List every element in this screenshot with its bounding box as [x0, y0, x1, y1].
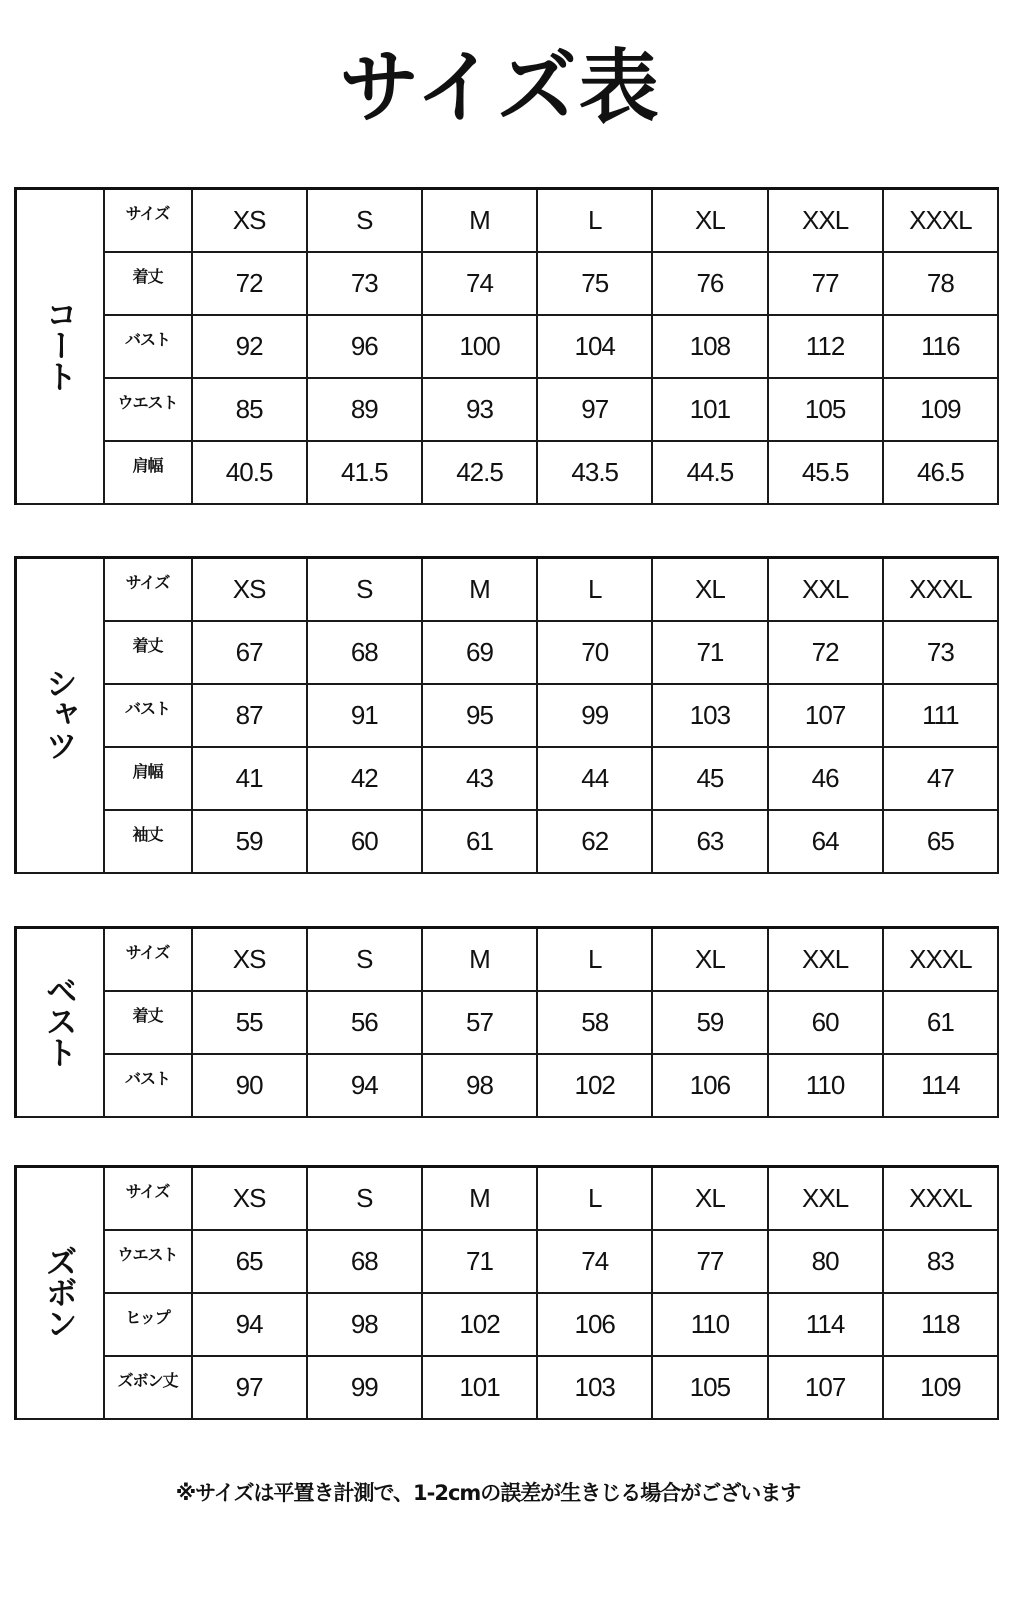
value-cell: 63: [652, 810, 767, 873]
value-cell: 47: [883, 747, 998, 810]
value-cell: 103: [652, 684, 767, 747]
value-cell: 65: [883, 810, 998, 873]
table-row: [16, 1293, 999, 1356]
value-cell: 99: [537, 684, 652, 747]
size-cell: M: [422, 558, 537, 622]
size-cell: M: [422, 189, 537, 253]
row-label: 袖丈: [104, 810, 192, 873]
value-cell: 97: [537, 378, 652, 441]
value-cell: 55: [192, 991, 307, 1054]
value-cell: 104: [537, 315, 652, 378]
value-cell: 106: [652, 1054, 767, 1117]
value-cell: 105: [768, 378, 883, 441]
value-cell: 94: [192, 1293, 307, 1356]
row-label: ウエスト: [104, 378, 192, 441]
value-cell: 107: [768, 684, 883, 747]
value-cell: 41.5: [307, 441, 422, 504]
value-cell: 46: [768, 747, 883, 810]
size-cell: XL: [652, 189, 767, 253]
value-cell: 75: [537, 252, 652, 315]
value-cell: 110: [652, 1293, 767, 1356]
value-cell: 68: [307, 621, 422, 684]
value-cell: 41: [192, 747, 307, 810]
value-cell: 96: [307, 315, 422, 378]
value-cell: 43: [422, 747, 537, 810]
table-row: [16, 928, 999, 992]
row-label: ズボン丈: [104, 1356, 192, 1419]
table-row: [16, 315, 999, 378]
size-cell: L: [537, 1167, 652, 1231]
category-label: シャツ: [40, 667, 79, 760]
value-cell: 83: [883, 1230, 998, 1293]
row-label: 着丈: [104, 991, 192, 1054]
table-row: [16, 621, 999, 684]
size-table-vest: [14, 926, 999, 1118]
value-cell: 91: [307, 684, 422, 747]
size-cell: XS: [192, 558, 307, 622]
value-cell: 58: [537, 991, 652, 1054]
value-cell: 44: [537, 747, 652, 810]
category-label: ベスト: [40, 974, 79, 1067]
row-label: 肩幅: [104, 441, 192, 504]
row-label: サイズ: [104, 189, 192, 253]
value-cell: 62: [537, 810, 652, 873]
value-cell: 80: [768, 1230, 883, 1293]
category-label-cell: [16, 189, 104, 505]
value-cell: 114: [768, 1293, 883, 1356]
size-cell: XXL: [768, 1167, 883, 1231]
value-cell: 98: [307, 1293, 422, 1356]
value-cell: 76: [652, 252, 767, 315]
value-cell: 59: [652, 991, 767, 1054]
value-cell: 110: [768, 1054, 883, 1117]
value-cell: 72: [768, 621, 883, 684]
size-cell: S: [307, 558, 422, 622]
table-row: [16, 378, 999, 441]
value-cell: 87: [192, 684, 307, 747]
value-cell: 56: [307, 991, 422, 1054]
size-cell: S: [307, 928, 422, 992]
value-cell: 71: [422, 1230, 537, 1293]
page-title: サイズ表: [339, 41, 661, 134]
value-cell: 71: [652, 621, 767, 684]
size-cell: L: [537, 558, 652, 622]
size-cell: XS: [192, 1167, 307, 1231]
size-table-shirt: [14, 556, 999, 874]
category-label-cell: [16, 928, 104, 1118]
size-cell: XL: [652, 1167, 767, 1231]
value-cell: 70: [537, 621, 652, 684]
value-cell: 109: [883, 1356, 998, 1419]
value-cell: 101: [422, 1356, 537, 1419]
size-cell: XS: [192, 189, 307, 253]
row-label: ヒップ: [104, 1293, 192, 1356]
size-cell: M: [422, 1167, 537, 1231]
value-cell: 93: [422, 378, 537, 441]
row-label: 着丈: [104, 621, 192, 684]
value-cell: 42.5: [422, 441, 537, 504]
size-table-pants: [14, 1165, 999, 1420]
value-cell: 98: [422, 1054, 537, 1117]
value-cell: 60: [768, 991, 883, 1054]
value-cell: 90: [192, 1054, 307, 1117]
table-row: [16, 1054, 999, 1117]
value-cell: 44.5: [652, 441, 767, 504]
table-row: [16, 1356, 999, 1419]
value-cell: 43.5: [537, 441, 652, 504]
value-cell: 111: [883, 684, 998, 747]
category-label-cell: [16, 558, 104, 874]
value-cell: 60: [307, 810, 422, 873]
size-cell: XS: [192, 928, 307, 992]
value-cell: 100: [422, 315, 537, 378]
value-cell: 89: [307, 378, 422, 441]
value-cell: 94: [307, 1054, 422, 1117]
category-label-cell: [16, 1167, 104, 1420]
size-cell: XXXL: [883, 558, 998, 622]
row-label: バスト: [104, 1054, 192, 1117]
size-cell: XXL: [768, 558, 883, 622]
value-cell: 77: [768, 252, 883, 315]
value-cell: 116: [883, 315, 998, 378]
size-cell: XXXL: [883, 928, 998, 992]
size-cell: XL: [652, 558, 767, 622]
value-cell: 107: [768, 1356, 883, 1419]
value-cell: 85: [192, 378, 307, 441]
value-cell: 74: [537, 1230, 652, 1293]
value-cell: 72: [192, 252, 307, 315]
value-cell: 92: [192, 315, 307, 378]
size-cell: XXL: [768, 928, 883, 992]
table-row: [16, 991, 999, 1054]
value-cell: 105: [652, 1356, 767, 1419]
table-row: [16, 747, 999, 810]
value-cell: 103: [537, 1356, 652, 1419]
value-cell: 102: [422, 1293, 537, 1356]
value-cell: 114: [883, 1054, 998, 1117]
value-cell: 64: [768, 810, 883, 873]
table-row: [16, 558, 999, 622]
table-row: [16, 441, 999, 504]
value-cell: 99: [307, 1356, 422, 1419]
value-cell: 61: [422, 810, 537, 873]
row-label: ウエスト: [104, 1230, 192, 1293]
size-cell: L: [537, 189, 652, 253]
value-cell: 59: [192, 810, 307, 873]
value-cell: 61: [883, 991, 998, 1054]
row-label: 肩幅: [104, 747, 192, 810]
value-cell: 45: [652, 747, 767, 810]
value-cell: 101: [652, 378, 767, 441]
size-cell: XXL: [768, 189, 883, 253]
size-table-coat: [14, 187, 999, 505]
value-cell: 95: [422, 684, 537, 747]
value-cell: 108: [652, 315, 767, 378]
value-cell: 74: [422, 252, 537, 315]
value-cell: 73: [307, 252, 422, 315]
size-cell: XXXL: [883, 1167, 998, 1231]
row-label: サイズ: [104, 928, 192, 992]
value-cell: 69: [422, 621, 537, 684]
value-cell: 67: [192, 621, 307, 684]
value-cell: 97: [192, 1356, 307, 1419]
row-label: バスト: [104, 684, 192, 747]
size-cell: XL: [652, 928, 767, 992]
category-label: コート: [40, 298, 79, 391]
value-cell: 42: [307, 747, 422, 810]
footnote: ※サイズは平置き計測で、1-2cmの誤差が生きじる場合がございます: [175, 1481, 801, 1505]
row-label: バスト: [104, 315, 192, 378]
category-label: ズボン: [40, 1244, 79, 1338]
value-cell: 118: [883, 1293, 998, 1356]
size-cell: L: [537, 928, 652, 992]
row-label: サイズ: [104, 558, 192, 622]
value-cell: 109: [883, 378, 998, 441]
table-row: [16, 189, 999, 253]
value-cell: 112: [768, 315, 883, 378]
value-cell: 45.5: [768, 441, 883, 504]
value-cell: 73: [883, 621, 998, 684]
value-cell: 65: [192, 1230, 307, 1293]
row-label: サイズ: [104, 1167, 192, 1231]
size-cell: M: [422, 928, 537, 992]
size-cell: XXXL: [883, 189, 998, 253]
size-cell: S: [307, 1167, 422, 1231]
value-cell: 46.5: [883, 441, 998, 504]
value-cell: 78: [883, 252, 998, 315]
row-label: 着丈: [104, 252, 192, 315]
table-row: [16, 684, 999, 747]
table-row: [16, 252, 999, 315]
table-row: [16, 1167, 999, 1231]
value-cell: 106: [537, 1293, 652, 1356]
value-cell: 57: [422, 991, 537, 1054]
value-cell: 77: [652, 1230, 767, 1293]
value-cell: 68: [307, 1230, 422, 1293]
table-row: [16, 810, 999, 873]
value-cell: 40.5: [192, 441, 307, 504]
table-row: [16, 1230, 999, 1293]
value-cell: 102: [537, 1054, 652, 1117]
size-cell: S: [307, 189, 422, 253]
